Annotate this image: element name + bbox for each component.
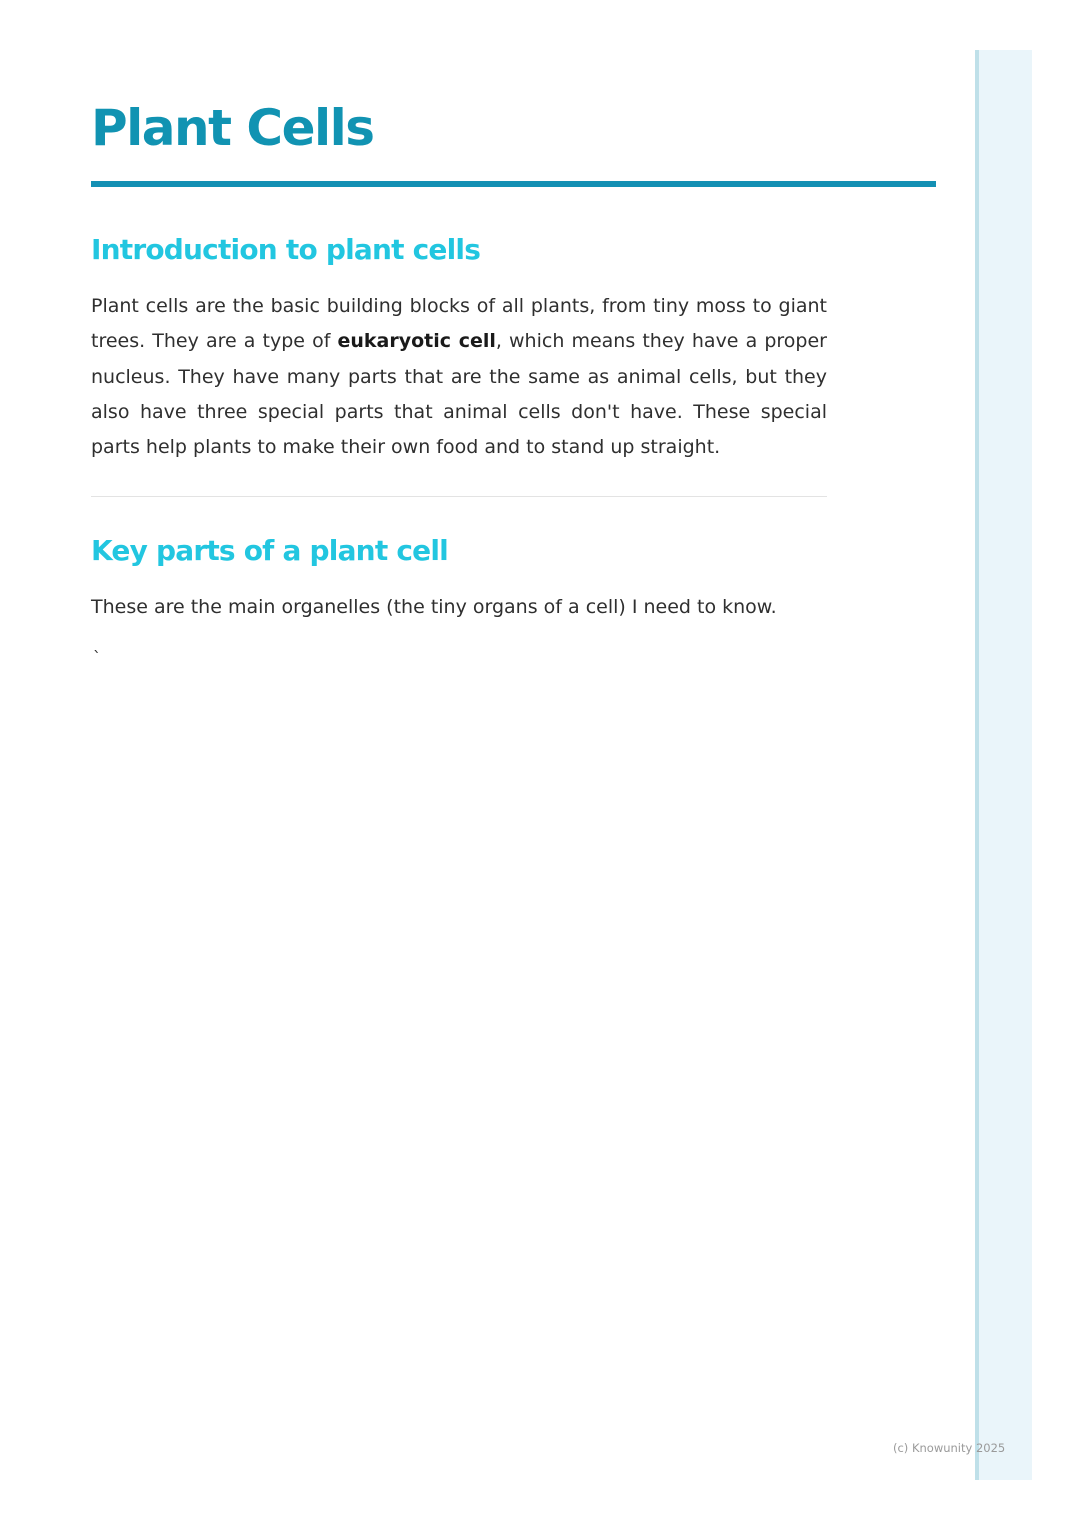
stray-backtick: ` (93, 648, 101, 667)
title-underline (91, 181, 936, 187)
side-panel (975, 50, 1032, 1480)
introduction-paragraph (91, 289, 827, 465)
section-heading-key-parts: Key parts of a plant cell (91, 534, 448, 567)
intro-text-before: Plant cells are the basic building blocks of all plants, from tiny moss to giant trees. They are a type of (91, 295, 827, 353)
intro-text-after: , which means they have a proper nucleus. They have many parts that are the same as animal cells, but they also have three special parts that animal cells don't have. These special parts help plants to make their own food and to stand up straight. (91, 330, 827, 459)
copyright-footer: (c) Knowunity 2025 (893, 1441, 1006, 1455)
intro-bold-term: eukaryotic cell (337, 330, 496, 353)
page-title: Plant Cells (91, 99, 374, 157)
key-parts-paragraph: These are the main organelles (the tiny organs of a cell) I need to know. (91, 596, 777, 618)
section-heading-introduction: Introduction to plant cells (91, 233, 481, 266)
section-divider (91, 496, 827, 497)
